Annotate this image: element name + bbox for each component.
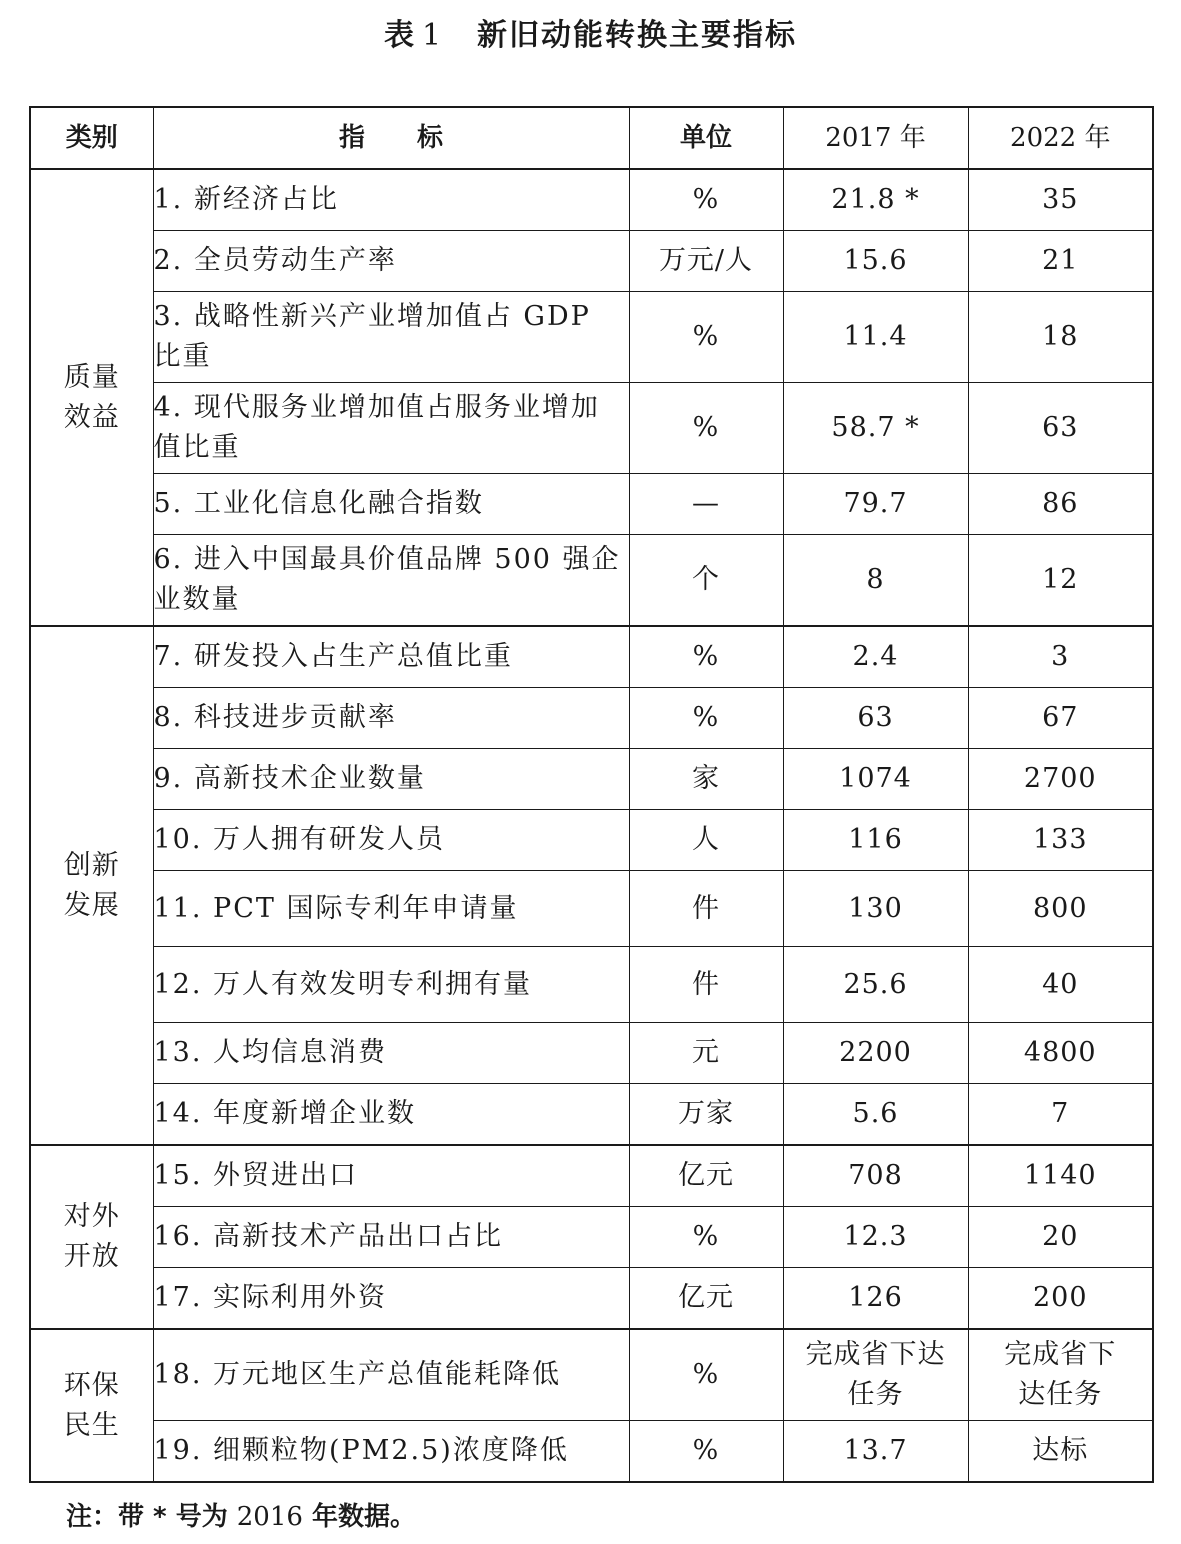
indicator-cell: 8. 科技进步贡献率	[153, 688, 629, 749]
group-opening-up	[30, 1145, 1153, 1329]
table-title-number: 1	[421, 18, 444, 53]
table-row	[30, 947, 1153, 1023]
unit-cell: %	[629, 626, 783, 688]
indicator-cell: 18. 万元地区生产总值能耗降低	[153, 1329, 629, 1421]
value-2017-cell: 58.7 *	[783, 383, 968, 474]
value-2017-cell: 5.6	[783, 1084, 968, 1146]
indicator-cell: 2. 全员劳动生产率	[153, 231, 629, 292]
unit-cell: 件	[629, 871, 783, 947]
value-2017-cell: 15.6	[783, 231, 968, 292]
value-2017-cell: 13.7	[783, 1421, 968, 1483]
value-2022-cell: 63	[968, 383, 1153, 474]
category-cell	[30, 1329, 153, 1482]
value-2022-cell: 200	[968, 1268, 1153, 1330]
unit-cell: 亿元	[629, 1268, 783, 1330]
value-2017-cell: 2.4	[783, 626, 968, 688]
table-row	[30, 292, 1153, 383]
header-category: 类别	[30, 107, 153, 169]
unit-cell: 元	[629, 1023, 783, 1084]
category-line: 环保	[63, 1369, 120, 1401]
value-2022-cell: 12	[968, 535, 1153, 627]
unit-cell: %	[629, 1329, 783, 1421]
value-2017-cell: 12.3	[783, 1207, 968, 1268]
value-2017-cell: 116	[783, 810, 968, 871]
header-year-2017: 2017 年	[783, 107, 968, 169]
category-line: 发展	[63, 889, 120, 921]
table-title-prefix: 表	[383, 18, 416, 53]
indicator-cell: 5. 工业化信息化融合指数	[153, 474, 629, 535]
value-2022-cell: 18	[968, 292, 1153, 383]
category-line: 创新	[63, 849, 120, 881]
value-2017-cell: 63	[783, 688, 968, 749]
table-row	[30, 474, 1153, 535]
group-quality	[30, 169, 1153, 626]
indicator-cell: 14. 年度新增企业数	[153, 1084, 629, 1146]
header-year-2022: 2022 年	[968, 107, 1153, 169]
value-2022-cell: 133	[968, 810, 1153, 871]
indicator-cell: 3. 战略性新兴产业增加值占 GDP 比重	[153, 292, 629, 383]
indicator-cell: 4. 现代服务业增加值占服务业增加值比重	[153, 383, 629, 474]
value-2017-cell: 708	[783, 1145, 968, 1207]
unit-cell: %	[629, 1421, 783, 1483]
value-2022-cell: 3	[968, 626, 1153, 688]
table-title-text: 新旧动能转换主要指标	[477, 18, 798, 53]
value-2017-cell: 1074	[783, 749, 968, 810]
category-cell	[30, 626, 153, 1145]
unit-cell: 人	[629, 810, 783, 871]
indicator-cell: 10. 万人拥有研发人员	[153, 810, 629, 871]
group-environment-livelihood	[30, 1329, 1153, 1482]
value-2022-cell: 86	[968, 474, 1153, 535]
table-row	[30, 1023, 1153, 1084]
category-line: 开放	[63, 1241, 120, 1272]
value-2022-cell: 40	[968, 947, 1153, 1023]
category-cell	[30, 169, 153, 626]
table-row	[30, 810, 1153, 871]
value-2022-cell: 1140	[968, 1145, 1153, 1207]
value-2017-cell: 8	[783, 535, 968, 627]
value-2017-cell: 完成省下达任务	[783, 1329, 968, 1421]
table-row	[30, 535, 1153, 627]
category-line: 民生	[63, 1409, 120, 1441]
unit-cell: 万家	[629, 1084, 783, 1146]
table-row	[30, 1268, 1153, 1330]
value-2017-cell: 11.4	[783, 292, 968, 383]
indicator-cell: 16. 高新技术产品出口占比	[153, 1207, 629, 1268]
value-2022-cell: 达标	[968, 1421, 1153, 1483]
value-2022-cell: 2700	[968, 749, 1153, 810]
value-2022-cell: 35	[968, 169, 1153, 231]
table-row	[30, 626, 1153, 688]
value-2022-cell: 完成省下达任务	[968, 1329, 1153, 1421]
table-row	[30, 871, 1153, 947]
table-row	[30, 383, 1153, 474]
value-2017-cell: 2200	[783, 1023, 968, 1084]
unit-cell: %	[629, 1207, 783, 1268]
indicator-cell: 6. 进入中国最具价值品牌 500 强企业数量	[153, 535, 629, 627]
table-header-row	[30, 107, 1153, 169]
table-title	[0, 14, 1181, 58]
header-unit: 单位	[629, 107, 783, 169]
category-cell	[30, 1145, 153, 1329]
unit-cell: %	[629, 688, 783, 749]
indicator-cell: 15. 外贸进出口	[153, 1145, 629, 1207]
unit-cell: 件	[629, 947, 783, 1023]
table-row	[30, 1207, 1153, 1268]
category-line: 效益	[63, 401, 120, 433]
value-2017-cell: 25.6	[783, 947, 968, 1023]
indicator-cell: 19. 细颗粒物(PM2.5)浓度降低	[153, 1421, 629, 1483]
value-2017-cell: 21.8 *	[783, 169, 968, 231]
table-row	[30, 1084, 1153, 1146]
indicator-cell: 11. PCT 国际专利年申请量	[153, 871, 629, 947]
value-2017-cell: 126	[783, 1268, 968, 1330]
table-row	[30, 1421, 1153, 1483]
table-row	[30, 1145, 1153, 1207]
unit-cell: —	[629, 474, 783, 535]
indicator-cell: 9. 高新技术企业数量	[153, 749, 629, 810]
category-line: 对外	[63, 1201, 120, 1232]
unit-cell: %	[629, 169, 783, 231]
unit-cell: 个	[629, 535, 783, 627]
unit-cell: %	[629, 383, 783, 474]
table-row	[30, 688, 1153, 749]
value-2022-cell: 800	[968, 871, 1153, 947]
indicator-cell: 12. 万人有效发明专利拥有量	[153, 947, 629, 1023]
indicator-cell: 17. 实际利用外资	[153, 1268, 629, 1330]
table-row	[30, 169, 1153, 231]
value-2022-cell: 20	[968, 1207, 1153, 1268]
table-row	[30, 749, 1153, 810]
unit-cell: 万元/人	[629, 231, 783, 292]
header-indicator: 指 标	[153, 107, 629, 169]
group-innovation	[30, 626, 1153, 1145]
value-2017-cell: 130	[783, 871, 968, 947]
indicator-table	[29, 106, 1154, 1483]
footnote-text-b: 年数据。	[302, 1502, 416, 1532]
table-footnote	[66, 1499, 416, 1535]
value-2022-cell: 7	[968, 1084, 1153, 1146]
value-2017-cell: 79.7	[783, 474, 968, 535]
indicator-cell: 1. 新经济占比	[153, 169, 629, 231]
indicator-cell: 13. 人均信息消费	[153, 1023, 629, 1084]
category-line: 质量	[63, 361, 120, 393]
table-row	[30, 1329, 1153, 1421]
footnote-year: 2016	[236, 1502, 303, 1532]
value-2022-cell: 4800	[968, 1023, 1153, 1084]
unit-cell: 家	[629, 749, 783, 810]
unit-cell: %	[629, 292, 783, 383]
value-2022-cell: 67	[968, 688, 1153, 749]
table-row	[30, 231, 1153, 292]
footnote-text-a: 注：带 * 号为	[66, 1502, 237, 1532]
value-2022-cell: 21	[968, 231, 1153, 292]
indicator-cell: 7. 研发投入占生产总值比重	[153, 626, 629, 688]
unit-cell: 亿元	[629, 1145, 783, 1207]
